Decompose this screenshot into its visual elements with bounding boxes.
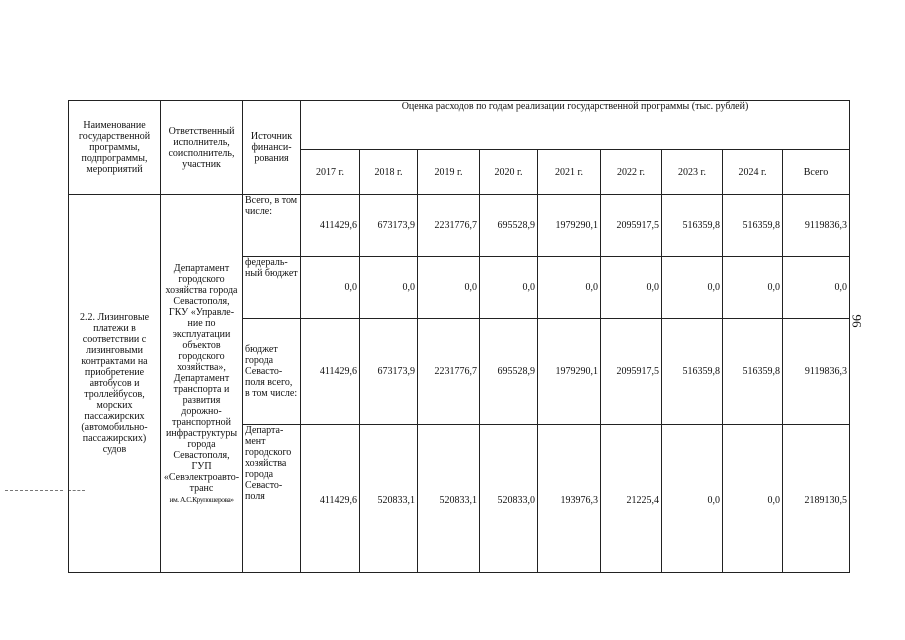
source-cell: федераль-ный бюджет [243,257,301,319]
value-cell: 516359,8 [723,195,783,257]
value-cell: 516359,8 [662,319,723,425]
value-cell: 1979290,1 [538,195,601,257]
total-cell: 9119836,3 [783,319,850,425]
value-cell: 0,0 [723,257,783,319]
value-cell: 695528,9 [480,195,538,257]
value-cell: 520833,1 [418,425,480,573]
value-cell: 520833,0 [480,425,538,573]
value-cell: 0,0 [723,425,783,573]
year-header: 2022 г. [601,150,662,195]
value-cell: 411429,6 [301,319,360,425]
value-cell: 0,0 [480,257,538,319]
year-header: 2021 г. [538,150,601,195]
header-estimate-title: Оценка расходов по годам реализации государственной программы (тыс. рублей) [301,101,850,150]
responsible-text: Департамент городского хозяйства города Севастополя, ГКУ «Управле-ние по эксплуатации объектов городского хозяйства», Департамент транспорта и развития дорожно-транспортной инфраструктуры города Севастополя, ГУП «Севэлектроавто-транс [163,262,240,494]
budget-table [68,100,850,573]
value-cell: 673173,9 [360,319,418,425]
responsible-tail: им. А.С.Крупошерова» [169,494,234,504]
value-cell: 516359,8 [662,195,723,257]
total-cell: 2189130,5 [783,425,850,573]
value-cell: 0,0 [360,257,418,319]
value-cell: 2095917,5 [601,195,662,257]
value-cell: 1979290,1 [538,319,601,425]
value-cell: 2231776,7 [418,319,480,425]
value-cell: 2095917,5 [601,319,662,425]
value-cell: 2231776,7 [418,195,480,257]
value-cell: 0,0 [601,257,662,319]
year-header: 2023 г. [662,150,723,195]
year-header: 2017 г. [301,150,360,195]
program-name-cell: 2.2. Лизинговые платежи в соответствии с лизинговыми контрактами на приобретение автобусов и троллейбусов, морских пассажирских (автомобильно-пассажирских) судов [69,195,161,573]
value-cell: 411429,6 [301,195,360,257]
year-header: 2019 г. [418,150,480,195]
value-cell: 21225,4 [601,425,662,573]
responsible-cell [161,195,243,573]
value-cell: 193976,3 [538,425,601,573]
value-cell: 0,0 [301,257,360,319]
value-cell: 0,0 [662,257,723,319]
value-cell: 673173,9 [360,195,418,257]
value-cell: 516359,8 [723,319,783,425]
source-cell: бюджет города Севасто-поля всего, в том числе: [243,319,301,425]
header-name-column: Наименование государственной программы, подпрограммы, мероприятий [69,101,161,195]
header-source-column: Источник финанси-рования [243,101,301,195]
year-header: 2020 г. [480,150,538,195]
value-cell: 411429,6 [301,425,360,573]
source-cell: Департа-мент городского хозяйства города Севасто-поля [243,425,301,573]
total-header: Всего [783,150,850,195]
value-cell: 0,0 [538,257,601,319]
value-cell: 0,0 [662,425,723,573]
scan-artifact-dash [5,490,63,491]
header-responsible-column: Ответственный исполнитель, соисполнитель, участник [161,101,243,195]
total-cell: 9119836,3 [783,195,850,257]
value-cell: 520833,1 [360,425,418,573]
value-cell: 695528,9 [480,319,538,425]
table-row [69,195,850,257]
total-cell: 0,0 [783,257,850,319]
source-cell: Всего, в том числе: [243,195,301,257]
year-header: 2018 г. [360,150,418,195]
value-cell: 0,0 [418,257,480,319]
page-number: 96 [849,314,865,328]
year-header: 2024 г. [723,150,783,195]
